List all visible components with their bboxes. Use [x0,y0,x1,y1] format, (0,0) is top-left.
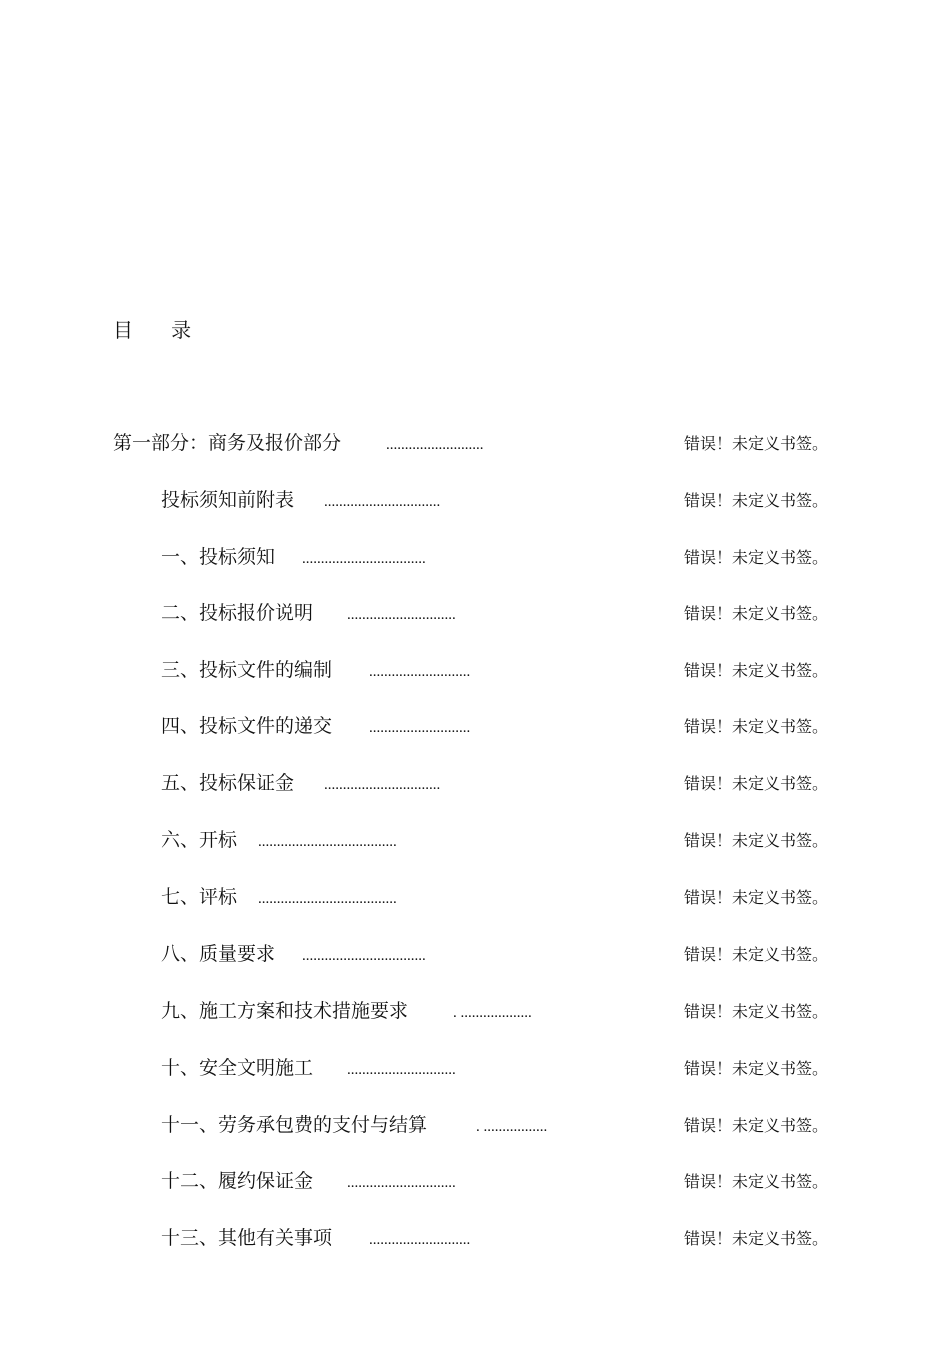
toc-entry-page: 错误！未定义书签。 [684,1172,829,1191]
toc-entry-label: 七、评标 [161,886,238,908]
toc-entry-label: 五、投标保证金 [161,772,295,794]
toc-leader-dots: ............................. [347,1062,456,1078]
toc-entry-page: 错误！未定义书签。 [684,717,829,736]
toc-entry-label: 四、投标文件的递交 [161,715,333,737]
toc-leader-dots: ............................. [347,1175,456,1191]
toc-entry-label: 十三、其他有关事项 [161,1227,333,1249]
toc-entry-page: 错误！未定义书签。 [684,1229,829,1248]
toc-leader-dots: ..................................... [258,891,397,907]
toc-entry[interactable] [0,996,950,1026]
toc-entry[interactable] [0,768,950,798]
toc-entry-page: 错误！未定义书签。 [684,604,829,623]
toc-entry[interactable] [0,711,950,741]
toc-entry[interactable] [0,485,950,515]
toc-entry[interactable] [0,598,950,628]
toc-entry[interactable] [0,939,950,969]
toc-entry-label: 第一部分：商务及报价部分 [113,432,342,454]
toc-entry-page: 错误！未定义书签。 [684,1002,829,1021]
toc-entry[interactable] [0,542,950,572]
toc-entry-page: 错误！未定义书签。 [684,888,829,907]
toc-entry[interactable] [0,1053,950,1083]
toc-entry-page: 错误！未定义书签。 [684,831,829,850]
toc-entry[interactable] [0,1166,950,1196]
toc-leader-dots: ............................. [347,607,456,623]
toc-leader-dots: ........................... [369,1232,471,1248]
toc-leader-dots: ................................. [302,948,426,964]
toc-leader-dots: . ................. [476,1119,548,1135]
toc-leader-dots: ............................... [324,494,441,510]
toc-leader-dots: ............................... [324,777,441,793]
toc-entry[interactable] [0,825,950,855]
toc-entry-page: 错误！未定义书签。 [684,491,829,510]
toc-entry-page: 错误！未定义书签。 [684,661,829,680]
toc-entry-label: 九、施工方案和技术措施要求 [161,1000,409,1022]
toc-entry-label: 二、投标报价说明 [161,602,314,624]
toc-entry-label: 六、开标 [161,829,238,851]
toc-entry-page: 错误！未定义书签。 [684,945,829,964]
toc-entry-label: 十二、履约保证金 [161,1170,314,1192]
toc-entry[interactable] [0,1223,950,1253]
toc-leader-dots: .......................... [386,437,484,453]
toc-entry-label: 投标须知前附表 [161,489,295,511]
toc-entry[interactable] [0,428,950,458]
toc-entry-page: 错误！未定义书签。 [684,1116,829,1135]
toc-entry-page: 错误！未定义书签。 [684,1059,829,1078]
toc-entry[interactable] [0,882,950,912]
toc-entry-label: 一、投标须知 [161,546,276,568]
toc-entry-label: 十一、劳务承包费的支付与结算 [161,1114,428,1136]
toc-entry-page: 错误！未定义书签。 [684,548,829,567]
toc-leader-dots: ..................................... [258,834,397,850]
toc-leader-dots: ........................... [369,664,471,680]
toc-entry-page: 错误！未定义书签。 [684,774,829,793]
toc-entry-label: 十、安全文明施工 [161,1057,314,1079]
toc-entry-label: 三、投标文件的编制 [161,659,333,681]
toc-leader-dots: . ................... [453,1005,532,1021]
toc-leader-dots: ................................. [302,551,426,567]
toc-title: 目 录 [113,318,192,342]
toc-entry[interactable] [0,1110,950,1140]
toc-entry-label: 八、质量要求 [161,943,276,965]
toc-leader-dots: ........................... [369,720,471,736]
toc-entry-page: 错误！未定义书签。 [684,434,829,453]
toc-entry[interactable] [0,655,950,685]
